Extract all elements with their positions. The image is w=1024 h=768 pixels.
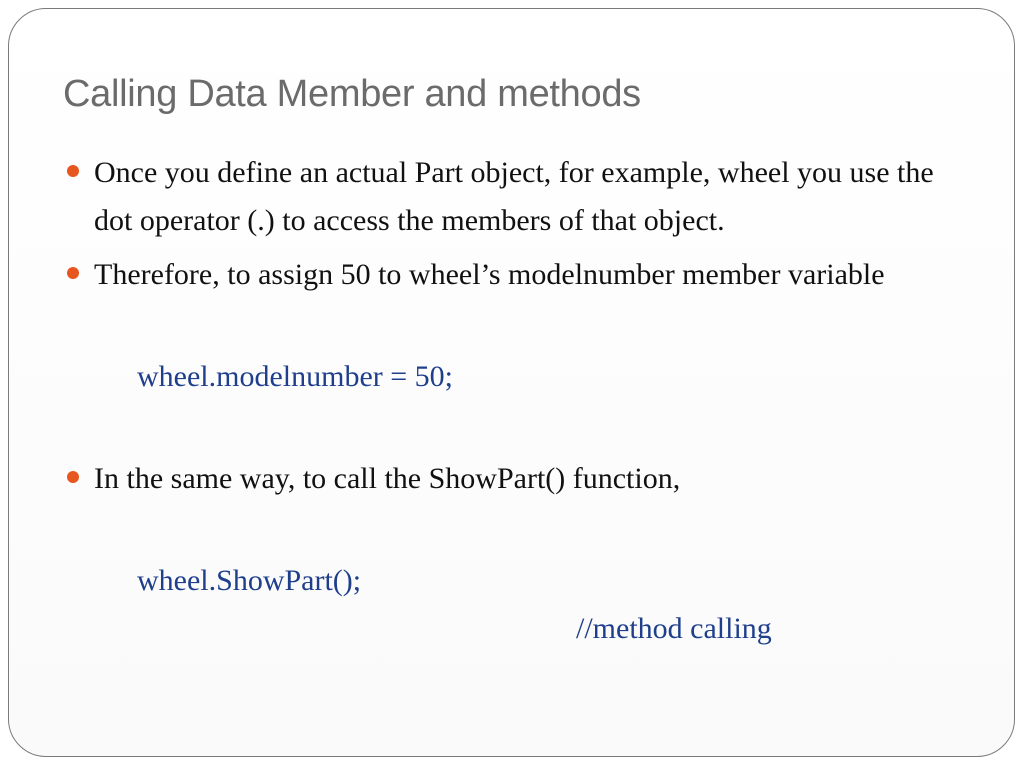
bullet-text: Therefore, to assign 50 to wheel’s modelnumber member variable (94, 258, 885, 291)
bullet-text: In the same way, to call the ShowPart() function, (94, 462, 681, 495)
bullet-dot-icon (67, 471, 79, 483)
code-snippet-assign (63, 305, 943, 449)
bullet-item (63, 455, 943, 503)
code-comment: //method calling (576, 612, 772, 645)
bullet-dot-icon (67, 267, 79, 279)
code-text: wheel.modelnumber = 50; (137, 360, 454, 393)
bullet-item (63, 149, 943, 245)
slide-title: Calling Data Member and methods (63, 73, 641, 115)
bullet-dot-icon (67, 165, 79, 177)
bullet-text: Once you define an actual Part object, for example, wheel you use the dot operator (.) to access the members of that object. (94, 156, 934, 237)
bullet-item (63, 251, 943, 299)
code-snippet-call (63, 509, 943, 701)
code-text: wheel.ShowPart(); (137, 564, 362, 597)
slide-content (63, 149, 943, 707)
